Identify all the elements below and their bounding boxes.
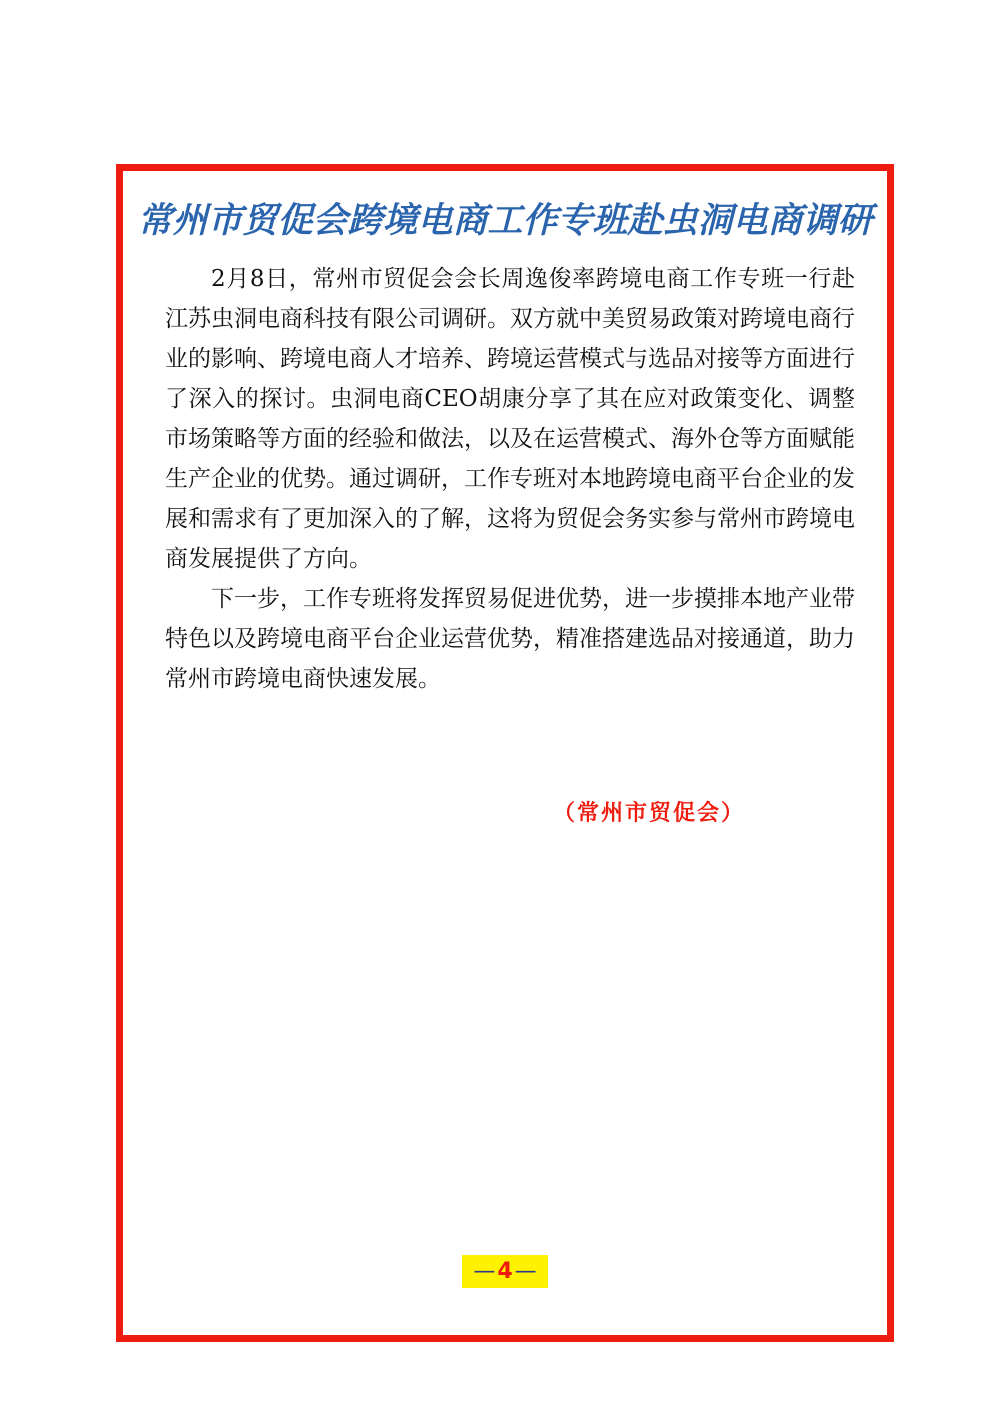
article-signature: （常州市贸促会）: [553, 800, 746, 826]
page-number-dash-left: —: [473, 1259, 496, 1284]
page-number-badge: [462, 1255, 548, 1288]
paragraph-1: 2月8日，常州市贸促会会长周逸俊率跨境电商工作专班一行赴江苏虫洞电商科技有限公司调研。双方就中美贸易政策对跨境电商行业的影响、跨境电商人才培养、跨境运营模式与选品对接等方面进行了深入的探讨。虫洞电商CEO胡康分享了其在应对政策变化、调整市场策略等方面的经验和做法，以及在运营模式、海外仓等方面赋能生产企业的优势。通过调研，工作专班对本地跨境电商平台企业的发展和需求有了更加深入的了解，这将为贸促会务实参与常州市跨境电商发展提供了方向。: [165, 266, 855, 572]
page-number: 4: [497, 1259, 513, 1284]
page-border-frame: [116, 164, 894, 1342]
page-number-dash-right: —: [514, 1259, 537, 1284]
article-title: 常州市贸促会跨境电商工作专班赴虫洞电商调研: [137, 200, 873, 241]
paragraph-2: 下一步，工作专班将发挥贸易促进优势，进一步摸排本地产业带特色以及跨境电商平台企业运营优势，精准搭建选品对接通道，助力常州市跨境电商快速发展。: [165, 586, 855, 692]
article-body: [165, 259, 855, 699]
